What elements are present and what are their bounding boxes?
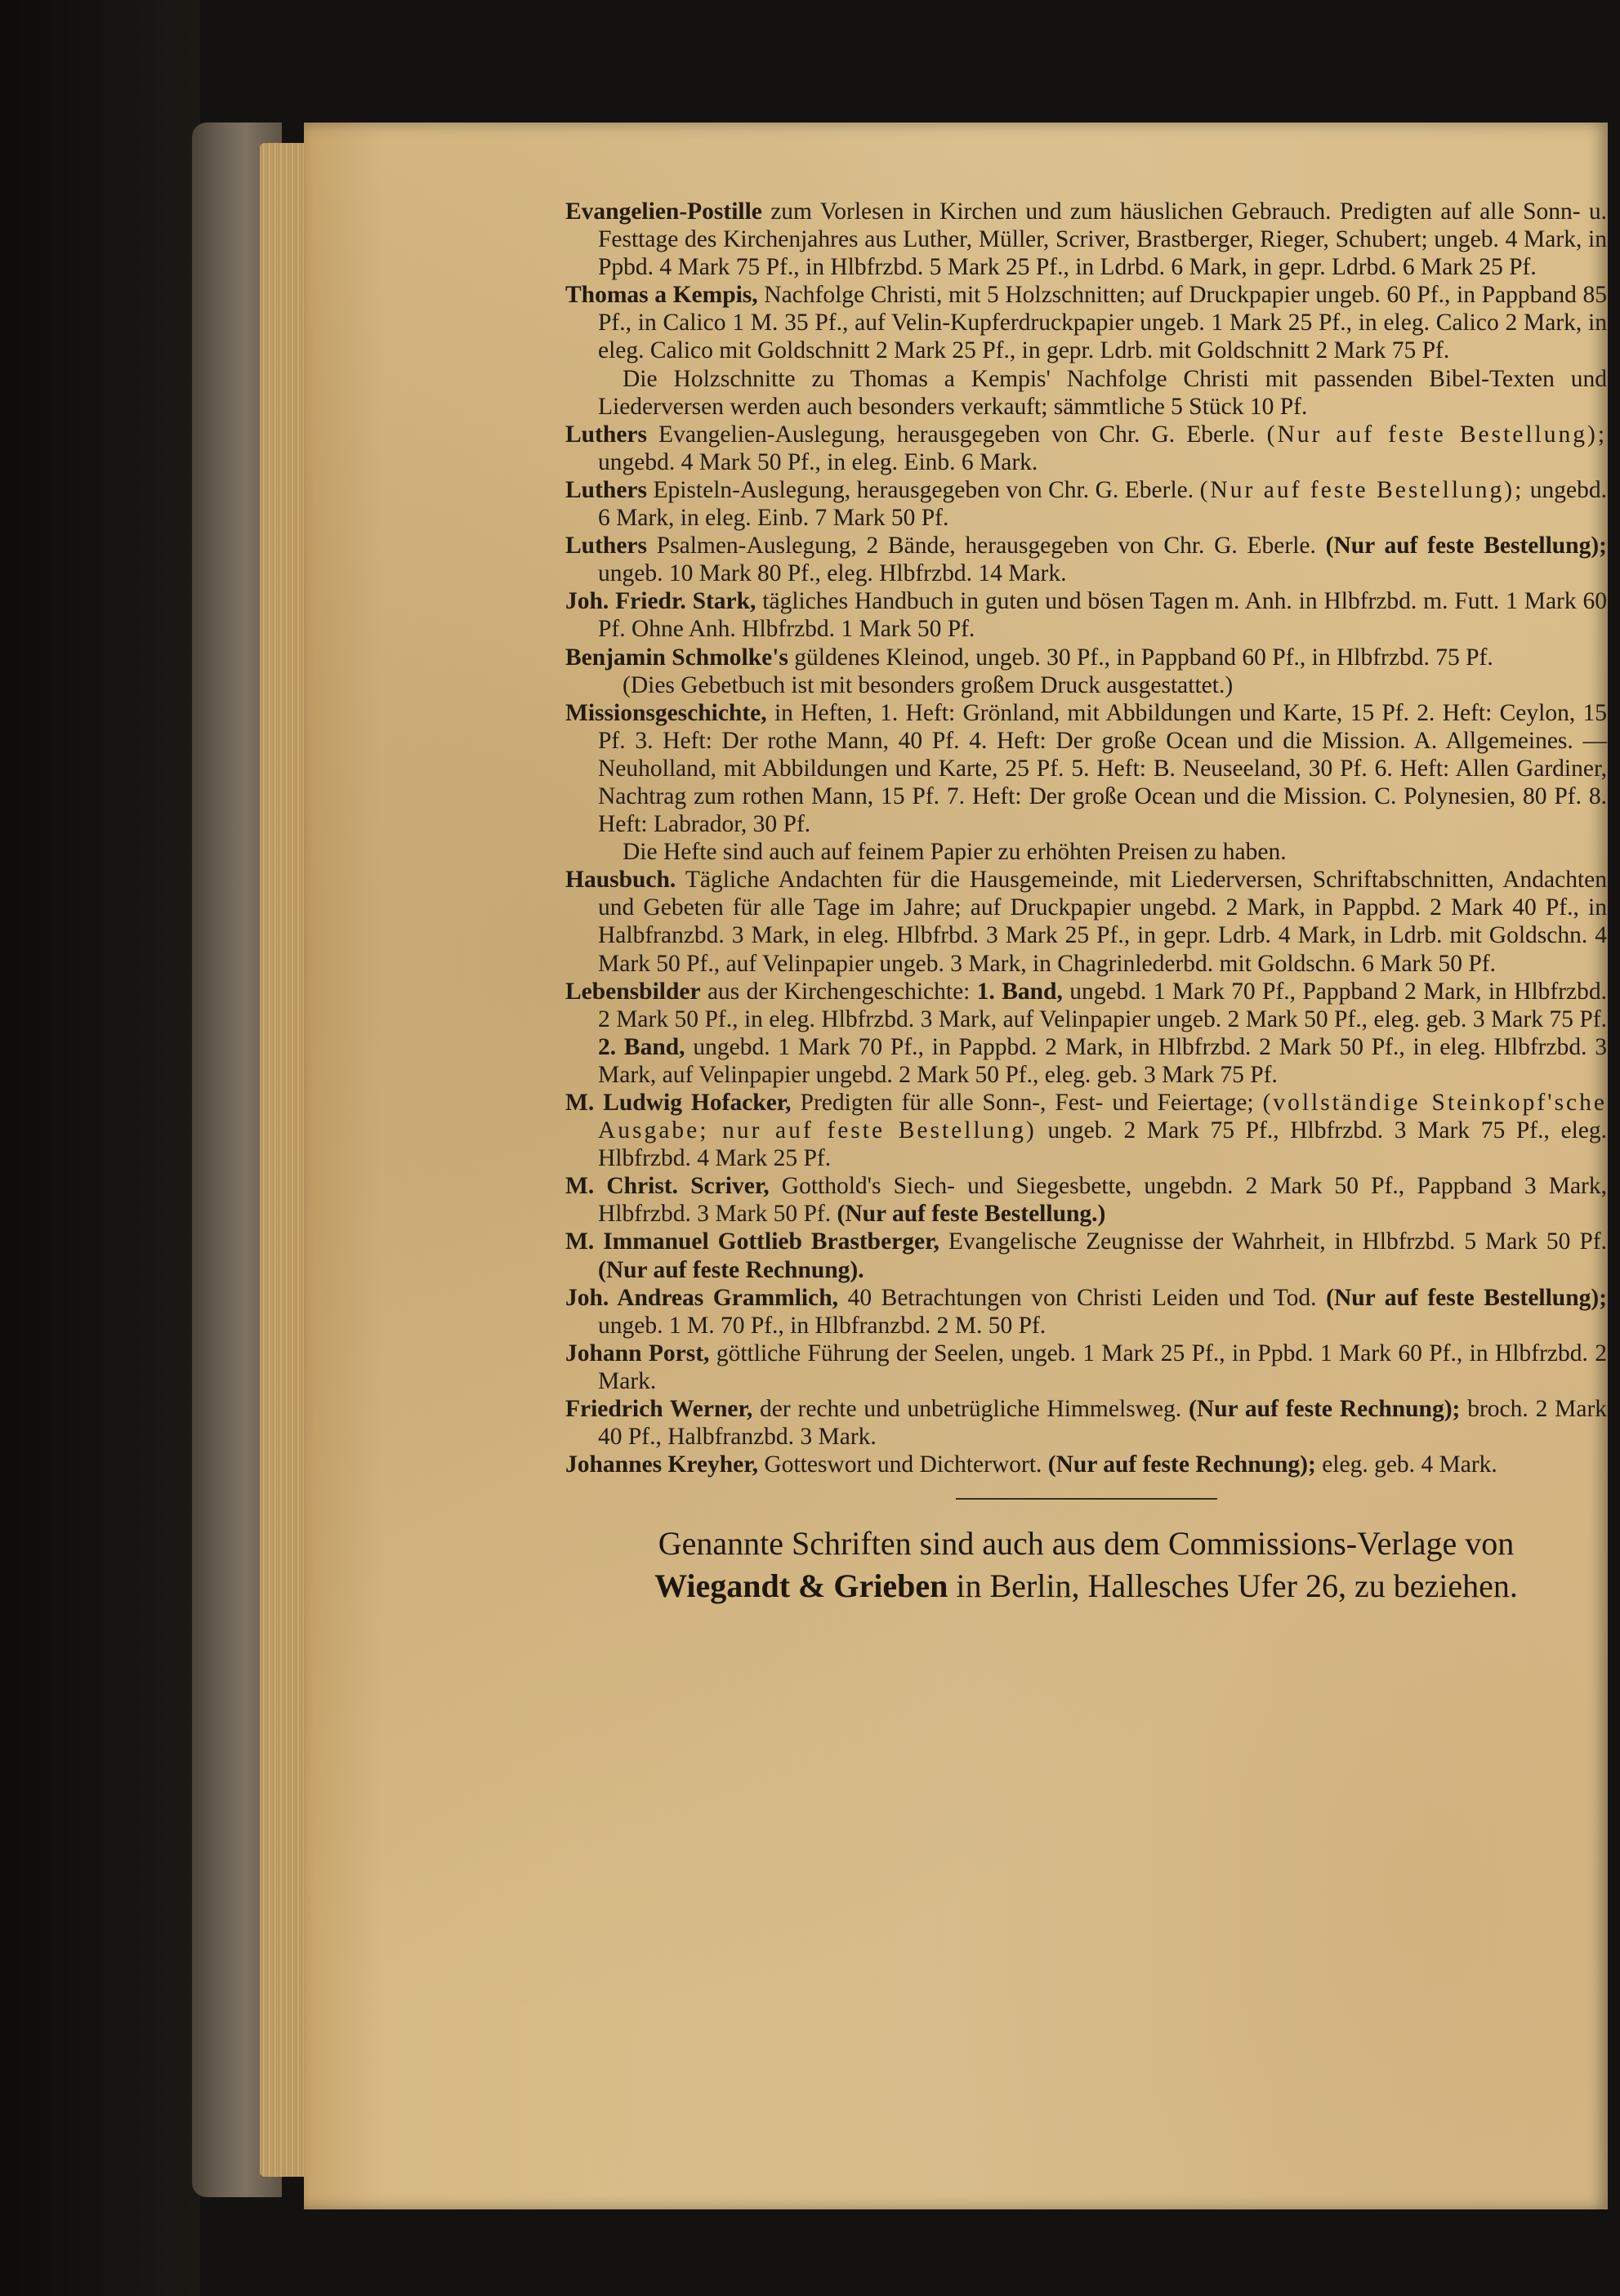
footer-line-1: Genannte Schriften sind auch aus dem Commissions-Verlage von bbox=[658, 1525, 1515, 1563]
dark-background bbox=[0, 0, 200, 2296]
entry-emphasis: (Nur auf feste Rechnung); bbox=[1047, 1451, 1316, 1478]
entry-text: göttliche Führung der Seelen, ungeb. 1 Mark 25 Pf., in Ppbd. 1 Mark 60 Pf., in Hlbfrzbd. 2 Mark. bbox=[598, 1340, 1608, 1394]
entry-title: Lebensbilder bbox=[565, 978, 701, 1005]
entry-text: 40 Betrachtungen von Christi Leiden und Tod. bbox=[847, 1284, 1317, 1311]
footer-publisher: Wiegandt & Grieben bbox=[654, 1567, 948, 1605]
catalogue-entry bbox=[565, 1340, 1607, 1395]
entry-title: Johann Porst, bbox=[565, 1340, 710, 1366]
entry-text: zum Vorlesen in Kirchen und zum häuslichen Gebrauch. Predigten auf alle Sonn- u. Festtage des Kirchenjahres aus Luther, Müller, Scriver, Brastberger, Rieger, Schubert; ungeb. 4 Mark, in Ppbd. 4 Mark 75 Pf., in Hlbfrzbd. 5 Mark 25 Pf., in Ldrbd. 6 Mark, in gepr. Ldrbd. 6 Mark 25 Pf. bbox=[598, 198, 1607, 281]
entry-emphasis: (Nur auf feste Bestellung); bbox=[1325, 533, 1607, 560]
entry-tail: ungebd. 1 Mark 70 Pf., Pappband 2 Mark, in Hlbfrzbd. 2 Mark 50 Pf., in eleg. Hlbfrzbd. 3 Mark, auf Velinpapier ungeb. 2 Mark 50 Pf., eleg. geb. 3 Mark 75 Pf. bbox=[598, 978, 1608, 1032]
catalogue-entry bbox=[565, 532, 1607, 587]
entry-text: Gotthold's Siech- und Siegesbette, ungebdn. 2 Mark 50 Pf., Pappband 3 Mark, Hlbfrzbd. 3 Mark 50 Pf. bbox=[598, 1173, 1607, 1228]
entry-title: Luthers bbox=[565, 533, 647, 560]
entry-text: Evangelien-Auslegung, herausgegeben von Chr. G. Eberle. bbox=[658, 421, 1256, 448]
catalogue-entry bbox=[565, 281, 1607, 364]
entry-title: Luthers bbox=[565, 476, 647, 503]
note-text: (Dies Gebetbuch ist mit besonders großem Druck ausgestattet.) bbox=[623, 671, 1234, 698]
entry-emphasis-2: 2. Band, bbox=[598, 1033, 685, 1060]
entry-text: Tägliche Andachten für die Hausgemeinde, mit Liederversen, Schriftabschnitten, Andachten und Gebeten für alle Tage im Jahre; auf Druckpapier ungebd. 2 Mark, in Pappbd. 2 Mark 40 Pf., in Halbfranzbd. 3 Mark, in eleg. Hlbfrbd. 3 Mark 25 Pf., in gepr. Ldrb. 4 Mark, in Ldrb. mit Goldschn. 4 Mark 50 Pf., auf Velinpapier ungeb. 3 Mark, in Chagrinlederbd. mit Goldschn. 6 Mark 50 Pf. bbox=[598, 867, 1607, 977]
catalogue-entry bbox=[565, 1395, 1607, 1451]
entry-text: Evangelische Zeugnisse der Wahrheit, in Hlbfrzbd. 5 Mark 50 Pf. bbox=[948, 1228, 1607, 1255]
entry-text: Predigten für alle Sonn-, Fest- und Feiertage; bbox=[800, 1090, 1254, 1116]
catalogue-entry bbox=[565, 978, 1607, 1089]
page-content bbox=[565, 198, 1607, 1607]
entry-emphasis: (Nur auf feste Bestellung.) bbox=[837, 1201, 1106, 1228]
divider-rule bbox=[956, 1498, 1217, 1500]
entry-tail: broch. 2 Mark 40 Pf., Halbfranzbd. 3 Mark. bbox=[598, 1396, 1608, 1451]
catalogue-entry bbox=[565, 644, 1607, 671]
note-text: Die Holzschnitte zu Thomas a Kempis' Nachfolge Christi mit passenden Bibel-Texten und Liederversen werden auch besonders verkauft; sämmtliche 5 Stück 10 Pf. bbox=[598, 365, 1607, 420]
catalogue-entry bbox=[565, 587, 1607, 643]
catalogue-entry bbox=[565, 699, 1607, 838]
entry-title: Johannes Kreyher, bbox=[565, 1451, 759, 1478]
entry-text: in Heften, 1. Heft: Grönland, mit Abbildungen und Karte, 15 Pf. 2. Heft: Ceylon, 15 Pf. 3. Heft: Der rothe Mann, 40 Pf. 4. Heft: Der große Ocean und die Mission. A. Allgemeines. — Neuholland, mit Abbildungen und Karte, 25 Pf. 5. Heft: B. Neuseeland, 30 Pf. 6. Heft: Allen Gardiner, Nachtrag zum rothen Mann, 15 Pf. 7. Heft: Der große Ocean und die Mission. C. Polynesien, 80 Pf. 8. Heft: Labrador, 30 Pf. bbox=[598, 699, 1607, 838]
catalogue-entry bbox=[565, 476, 1607, 532]
catalogue-entry bbox=[565, 1451, 1607, 1478]
entry-emphasis: 1. Band, bbox=[976, 978, 1063, 1005]
footer-line-2 bbox=[565, 1565, 1607, 1607]
entry-title: Friedrich Werner, bbox=[565, 1396, 753, 1423]
entry-emphasis: (Nur auf feste Rechnung). bbox=[598, 1256, 864, 1283]
entry-title: Joh. Andreas Grammlich, bbox=[565, 1284, 839, 1311]
entry-spaced-text: (Nur auf feste Bestellung); bbox=[1266, 421, 1608, 448]
catalogue-entry bbox=[565, 1172, 1607, 1228]
entry-text: Psalmen-Auslegung, 2 Bände, herausgegeben von Chr. G. Eberle. bbox=[656, 533, 1316, 560]
entry-emphasis: (Nur auf feste Rechnung); bbox=[1189, 1396, 1461, 1423]
entry-tail: ungeb. 1 M. 70 Pf., in Hlbfranzbd. 2 M. 50 Pf. bbox=[598, 1312, 1047, 1339]
footer-address: in Berlin, Hallesches Ufer 26, zu beziehen. bbox=[956, 1567, 1518, 1605]
entry-spaced-text: (vollständige Steinkopf'sche Ausgabe; nur auf feste Bestellung) bbox=[598, 1090, 1607, 1144]
entry-tail-2: ungebd. 1 Mark 70 Pf., in Pappbd. 2 Mark, in Hlbfrzbd. 2 Mark 50 Pf., in eleg. Hlbfrzbd. 3 Mark, auf Velinpapier ungebd. 2 Mark 50 Pf., eleg. geb. 3 Mark 75 Pf. bbox=[598, 1033, 1608, 1088]
entry-tail: ungeb. 10 Mark 80 Pf., eleg. Hlbfrzbd. 14 Mark. bbox=[598, 560, 1067, 587]
entry-spaced-text: (Nur auf feste Bestellung); bbox=[1199, 476, 1524, 503]
entry-text: tägliches Handbuch in guten und bösen Tagen m. Anh. in Hlbfrzbd. m. Futt. 1 Mark 60 Pf. Ohne Anh. Hlbfrzbd. 1 Mark 50 Pf. bbox=[598, 588, 1607, 643]
entry-title: Thomas a Kempis, bbox=[565, 282, 758, 309]
entry-tail: ungebd. 6 Mark, in eleg. Einb. 7 Mark 50 Pf. bbox=[598, 476, 1608, 532]
entry-tail: eleg. geb. 4 Mark. bbox=[1322, 1451, 1497, 1478]
entry-text: der rechte und unbetrügliche Himmelsweg. bbox=[760, 1396, 1182, 1423]
entry-tail: ungeb. 2 Mark 75 Pf., Hlbfrzbd. 3 Mark 75 Pf., eleg. Hlbfrzbd. 4 Mark 25 Pf. bbox=[598, 1117, 1607, 1172]
entry-title: Joh. Friedr. Stark, bbox=[565, 588, 756, 615]
entry-title: Hausbuch. bbox=[565, 867, 676, 894]
entry-text: güldenes Kleinod, ungeb. 30 Pf., in Pappband 60 Pf., in Hlbfrzbd. 75 Pf. bbox=[794, 644, 1493, 671]
catalogue-entry bbox=[565, 1089, 1607, 1172]
entry-text: Episteln-Auslegung, herausgegeben von Chr. G. Eberle. bbox=[653, 476, 1194, 503]
catalogue-entry bbox=[565, 421, 1607, 476]
catalogue-entry bbox=[565, 1228, 1607, 1283]
catalogue-entry bbox=[565, 198, 1607, 281]
entry-text: aus der Kirchengeschichte: bbox=[707, 978, 971, 1005]
entry-emphasis: (Nur auf feste Bestellung); bbox=[1326, 1284, 1608, 1311]
entry-text: Nachfolge Christi, mit 5 Holzschnitten; auf Druckpapier ungeb. 60 Pf., in Pappband 85 Pf., in Calico 1 M. 35 Pf., auf Velin-Kupferdruckpapier ungeb. 1 Mark 25 Pf., in eleg. Calico 2 Mark, in eleg. Calico mit Goldschnitt 2 Mark 25 Pf., in gepr. Ldrb. mit Goldschnitt 2 Mark 75 Pf. bbox=[598, 282, 1608, 364]
note-text: Die Hefte sind auch auf feinem Papier zu erhöhten Preisen zu haben. bbox=[623, 839, 1287, 866]
catalogue-entries bbox=[565, 198, 1607, 1478]
catalogue-entry bbox=[565, 1284, 1607, 1340]
entry-title: M. Christ. Scriver, bbox=[565, 1173, 770, 1200]
catalogue-entry bbox=[565, 866, 1607, 977]
entry-title: M. Ludwig Hofacker, bbox=[565, 1090, 792, 1116]
entry-title: Benjamin Schmolke's bbox=[565, 644, 788, 671]
entry-title: M. Immanuel Gottlieb Brastberger, bbox=[565, 1228, 939, 1255]
entry-note bbox=[565, 838, 1607, 866]
publisher-footer bbox=[565, 1522, 1607, 1607]
entry-tail: ungebd. 4 Mark 50 Pf., in eleg. Einb. 6 Mark. bbox=[598, 448, 1038, 475]
entry-title: Luthers bbox=[565, 421, 647, 448]
entry-title: Missionsgeschichte, bbox=[565, 699, 767, 726]
entry-text: Gotteswort und Dichterwort. bbox=[764, 1451, 1042, 1478]
entry-note bbox=[565, 365, 1607, 421]
entry-title: Evangelien-Postille bbox=[565, 198, 762, 225]
book-page bbox=[304, 123, 1608, 2209]
entry-note bbox=[565, 671, 1607, 699]
